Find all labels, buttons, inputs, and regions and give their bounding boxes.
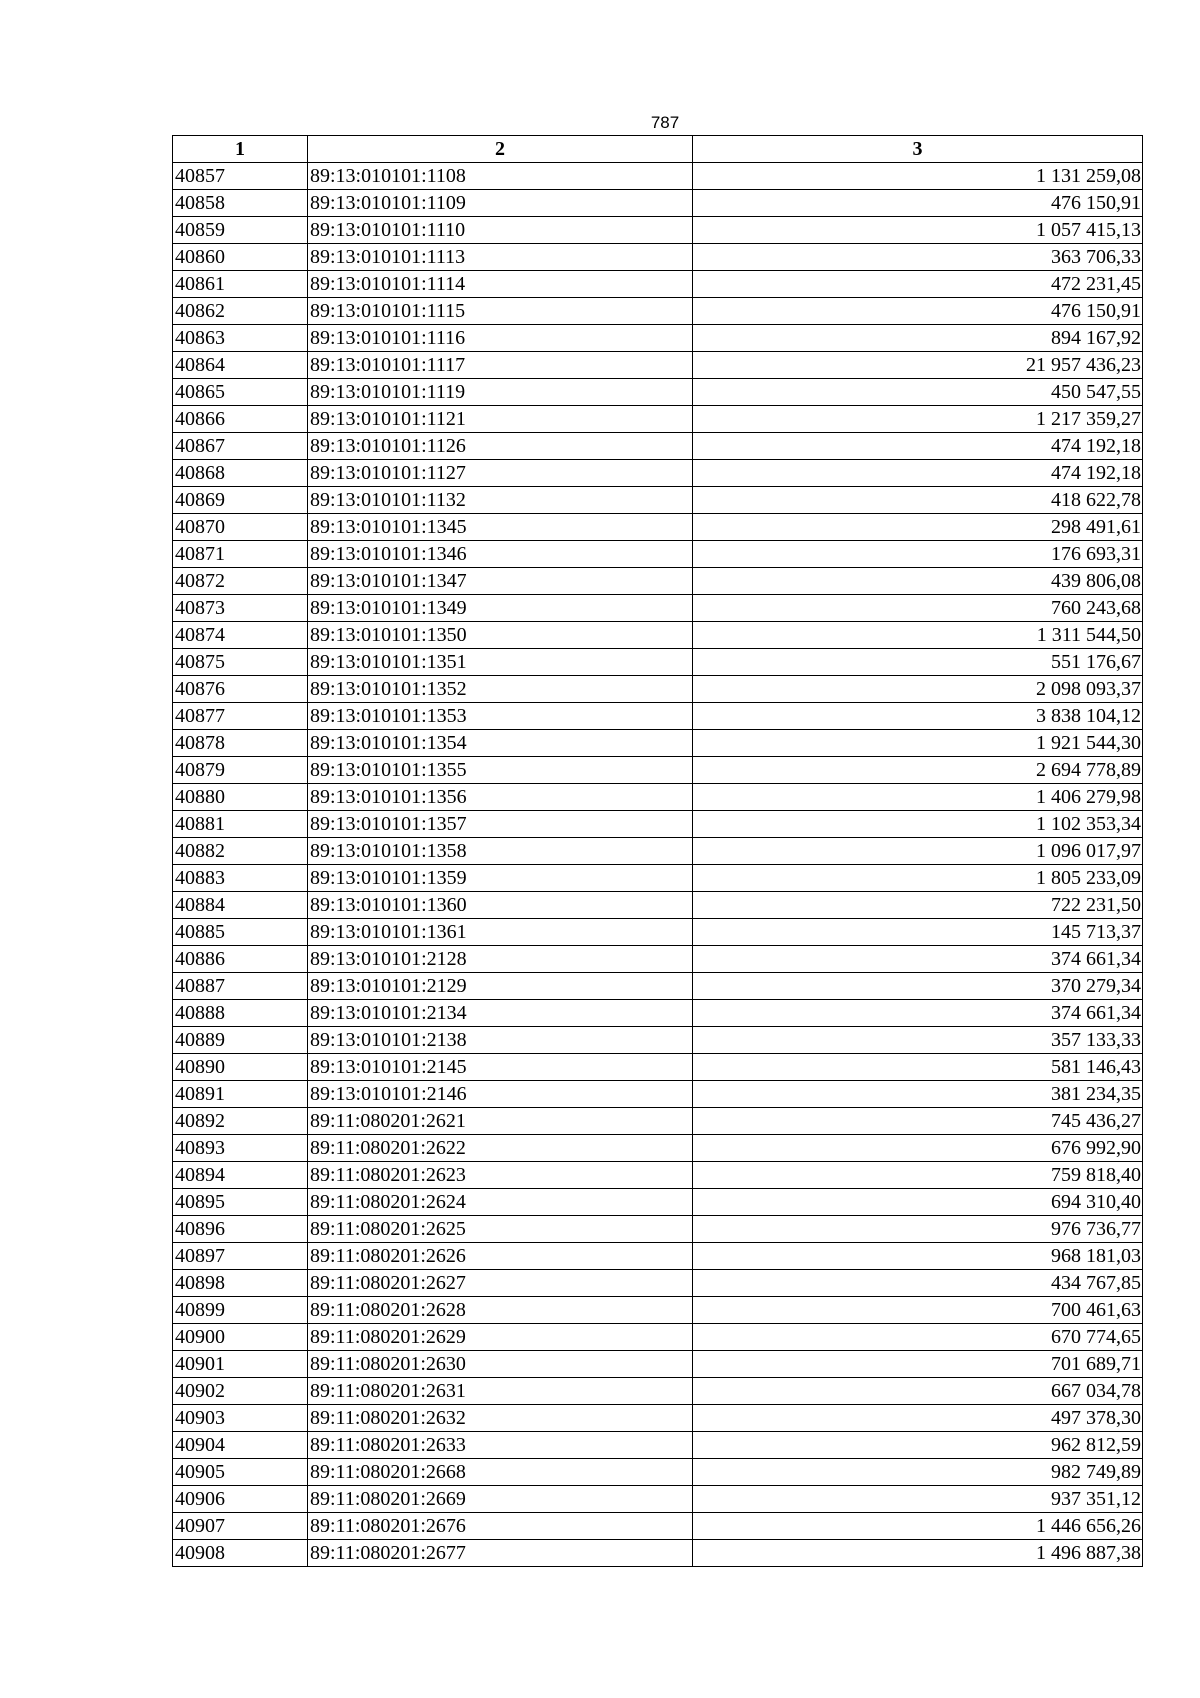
cadastral-number-cell: 89:13:010101:1354 bbox=[308, 730, 693, 757]
cadastral-number-cell: 89:13:010101:1119 bbox=[308, 379, 693, 406]
row-number-cell: 40886 bbox=[173, 946, 308, 973]
table-row bbox=[173, 271, 1143, 298]
row-number-cell: 40864 bbox=[173, 352, 308, 379]
row-number-cell: 40879 bbox=[173, 757, 308, 784]
row-number-cell: 40865 bbox=[173, 379, 308, 406]
row-number-cell: 40869 bbox=[173, 487, 308, 514]
table-row bbox=[173, 1432, 1143, 1459]
row-number-cell: 40888 bbox=[173, 1000, 308, 1027]
table-row bbox=[173, 649, 1143, 676]
table-row bbox=[173, 1000, 1143, 1027]
column-header-2: 2 bbox=[308, 136, 693, 163]
table-row bbox=[173, 1378, 1143, 1405]
value-cell: 1 057 415,13 bbox=[693, 217, 1143, 244]
table-row bbox=[173, 973, 1143, 1000]
cadastral-number-cell: 89:13:010101:1345 bbox=[308, 514, 693, 541]
row-number-cell: 40901 bbox=[173, 1351, 308, 1378]
cadastral-number-cell: 89:13:010101:1109 bbox=[308, 190, 693, 217]
row-number-cell: 40894 bbox=[173, 1162, 308, 1189]
table-row bbox=[173, 244, 1143, 271]
table-row bbox=[173, 1216, 1143, 1243]
row-number-cell: 40904 bbox=[173, 1432, 308, 1459]
value-cell: 374 661,34 bbox=[693, 946, 1143, 973]
table-row bbox=[173, 892, 1143, 919]
value-cell: 1 406 279,98 bbox=[693, 784, 1143, 811]
table-row bbox=[173, 352, 1143, 379]
table-row bbox=[173, 1189, 1143, 1216]
header-row bbox=[173, 136, 1143, 163]
table-body bbox=[173, 163, 1143, 1567]
value-cell: 1 131 259,08 bbox=[693, 163, 1143, 190]
row-number-cell: 40873 bbox=[173, 595, 308, 622]
value-cell: 176 693,31 bbox=[693, 541, 1143, 568]
table-row bbox=[173, 838, 1143, 865]
row-number-cell: 40897 bbox=[173, 1243, 308, 1270]
value-cell: 1 311 544,50 bbox=[693, 622, 1143, 649]
table-row bbox=[173, 946, 1143, 973]
cadastral-number-cell: 89:13:010101:1126 bbox=[308, 433, 693, 460]
row-number-cell: 40900 bbox=[173, 1324, 308, 1351]
value-cell: 450 547,55 bbox=[693, 379, 1143, 406]
value-cell: 701 689,71 bbox=[693, 1351, 1143, 1378]
table-row bbox=[173, 514, 1143, 541]
cadastral-number-cell: 89:13:010101:1352 bbox=[308, 676, 693, 703]
value-cell: 700 461,63 bbox=[693, 1297, 1143, 1324]
value-cell: 434 767,85 bbox=[693, 1270, 1143, 1297]
value-cell: 381 234,35 bbox=[693, 1081, 1143, 1108]
cadastral-number-cell: 89:13:010101:1116 bbox=[308, 325, 693, 352]
row-number-cell: 40862 bbox=[173, 298, 308, 325]
value-cell: 145 713,37 bbox=[693, 919, 1143, 946]
table-header bbox=[173, 136, 1143, 163]
cadastral-number-cell: 89:13:010101:2145 bbox=[308, 1054, 693, 1081]
cadastral-number-cell: 89:13:010101:1121 bbox=[308, 406, 693, 433]
table-row bbox=[173, 1108, 1143, 1135]
page-number: 787 bbox=[650, 113, 680, 132]
value-cell: 1 096 017,97 bbox=[693, 838, 1143, 865]
cadastral-number-cell: 89:11:080201:2632 bbox=[308, 1405, 693, 1432]
row-number-cell: 40861 bbox=[173, 271, 308, 298]
row-number-cell: 40898 bbox=[173, 1270, 308, 1297]
cadastral-number-cell: 89:13:010101:2134 bbox=[308, 1000, 693, 1027]
cadastral-number-cell: 89:13:010101:1360 bbox=[308, 892, 693, 919]
table-row bbox=[173, 1054, 1143, 1081]
cadastral-number-cell: 89:11:080201:2676 bbox=[308, 1513, 693, 1540]
value-cell: 2 694 778,89 bbox=[693, 757, 1143, 784]
table-row bbox=[173, 784, 1143, 811]
row-number-cell: 40874 bbox=[173, 622, 308, 649]
row-number-cell: 40881 bbox=[173, 811, 308, 838]
value-cell: 418 622,78 bbox=[693, 487, 1143, 514]
cadastral-number-cell: 89:13:010101:1350 bbox=[308, 622, 693, 649]
cadastral-number-cell: 89:11:080201:2625 bbox=[308, 1216, 693, 1243]
value-cell: 474 192,18 bbox=[693, 433, 1143, 460]
cadastral-number-cell: 89:11:080201:2628 bbox=[308, 1297, 693, 1324]
table-row bbox=[173, 1405, 1143, 1432]
row-number-cell: 40880 bbox=[173, 784, 308, 811]
row-number-cell: 40891 bbox=[173, 1081, 308, 1108]
row-number-cell: 40877 bbox=[173, 703, 308, 730]
value-cell: 962 812,59 bbox=[693, 1432, 1143, 1459]
cadastral-number-cell: 89:13:010101:1355 bbox=[308, 757, 693, 784]
value-cell: 581 146,43 bbox=[693, 1054, 1143, 1081]
row-number-cell: 40896 bbox=[173, 1216, 308, 1243]
table-row bbox=[173, 460, 1143, 487]
value-cell: 894 167,92 bbox=[693, 325, 1143, 352]
cadastral-number-cell: 89:13:010101:1356 bbox=[308, 784, 693, 811]
cadastral-number-cell: 89:13:010101:1361 bbox=[308, 919, 693, 946]
cadastral-number-cell: 89:13:010101:1349 bbox=[308, 595, 693, 622]
row-number-cell: 40870 bbox=[173, 514, 308, 541]
value-cell: 937 351,12 bbox=[693, 1486, 1143, 1513]
value-cell: 694 310,40 bbox=[693, 1189, 1143, 1216]
row-number-cell: 40876 bbox=[173, 676, 308, 703]
cadastral-number-cell: 89:11:080201:2629 bbox=[308, 1324, 693, 1351]
value-cell: 476 150,91 bbox=[693, 190, 1143, 217]
cadastral-number-cell: 89:13:010101:2146 bbox=[308, 1081, 693, 1108]
row-number-cell: 40871 bbox=[173, 541, 308, 568]
row-number-cell: 40868 bbox=[173, 460, 308, 487]
value-cell: 1 102 353,34 bbox=[693, 811, 1143, 838]
value-cell: 1 496 887,38 bbox=[693, 1540, 1143, 1567]
cadastral-number-cell: 89:13:010101:1108 bbox=[308, 163, 693, 190]
value-cell: 497 378,30 bbox=[693, 1405, 1143, 1432]
row-number-cell: 40906 bbox=[173, 1486, 308, 1513]
cadastral-number-cell: 89:11:080201:2623 bbox=[308, 1162, 693, 1189]
value-cell: 670 774,65 bbox=[693, 1324, 1143, 1351]
table-row bbox=[173, 1297, 1143, 1324]
cadastral-number-cell: 89:13:010101:1346 bbox=[308, 541, 693, 568]
value-cell: 374 661,34 bbox=[693, 1000, 1143, 1027]
row-number-cell: 40893 bbox=[173, 1135, 308, 1162]
table-row bbox=[173, 163, 1143, 190]
value-cell: 298 491,61 bbox=[693, 514, 1143, 541]
row-number-cell: 40907 bbox=[173, 1513, 308, 1540]
value-cell: 759 818,40 bbox=[693, 1162, 1143, 1189]
table-row bbox=[173, 1459, 1143, 1486]
table-row bbox=[173, 1486, 1143, 1513]
value-cell: 2 098 093,37 bbox=[693, 676, 1143, 703]
cadastral-number-cell: 89:11:080201:2621 bbox=[308, 1108, 693, 1135]
value-cell: 439 806,08 bbox=[693, 568, 1143, 595]
row-number-cell: 40859 bbox=[173, 217, 308, 244]
cadastral-number-cell: 89:13:010101:1358 bbox=[308, 838, 693, 865]
value-cell: 976 736,77 bbox=[693, 1216, 1143, 1243]
table-row bbox=[173, 1162, 1143, 1189]
column-header-1: 1 bbox=[173, 136, 308, 163]
value-cell: 551 176,67 bbox=[693, 649, 1143, 676]
row-number-cell: 40889 bbox=[173, 1027, 308, 1054]
row-number-cell: 40899 bbox=[173, 1297, 308, 1324]
row-number-cell: 40887 bbox=[173, 973, 308, 1000]
table-row bbox=[173, 1135, 1143, 1162]
table-row bbox=[173, 325, 1143, 352]
table-row bbox=[173, 217, 1143, 244]
value-cell: 370 279,34 bbox=[693, 973, 1143, 1000]
cadastral-number-cell: 89:13:010101:1132 bbox=[308, 487, 693, 514]
row-number-cell: 40872 bbox=[173, 568, 308, 595]
cadastral-number-cell: 89:13:010101:2129 bbox=[308, 973, 693, 1000]
table-row bbox=[173, 1027, 1143, 1054]
row-number-cell: 40858 bbox=[173, 190, 308, 217]
cadastral-number-cell: 89:13:010101:1357 bbox=[308, 811, 693, 838]
cadastral-number-cell: 89:11:080201:2668 bbox=[308, 1459, 693, 1486]
cadastral-number-cell: 89:11:080201:2627 bbox=[308, 1270, 693, 1297]
table-row bbox=[173, 406, 1143, 433]
row-number-cell: 40860 bbox=[173, 244, 308, 271]
row-number-cell: 40895 bbox=[173, 1189, 308, 1216]
table-row bbox=[173, 1270, 1143, 1297]
table-row bbox=[173, 757, 1143, 784]
row-number-cell: 40908 bbox=[173, 1540, 308, 1567]
cadastral-number-cell: 89:13:010101:1351 bbox=[308, 649, 693, 676]
cadastral-number-cell: 89:11:080201:2631 bbox=[308, 1378, 693, 1405]
cadastral-number-cell: 89:13:010101:2138 bbox=[308, 1027, 693, 1054]
value-cell: 968 181,03 bbox=[693, 1243, 1143, 1270]
table-row bbox=[173, 1081, 1143, 1108]
row-number-cell: 40882 bbox=[173, 838, 308, 865]
value-cell: 1 921 544,30 bbox=[693, 730, 1143, 757]
data-table bbox=[172, 135, 1143, 1567]
table-row bbox=[173, 190, 1143, 217]
value-cell: 722 231,50 bbox=[693, 892, 1143, 919]
value-cell: 760 243,68 bbox=[693, 595, 1143, 622]
value-cell: 474 192,18 bbox=[693, 460, 1143, 487]
row-number-cell: 40884 bbox=[173, 892, 308, 919]
value-cell: 1 805 233,09 bbox=[693, 865, 1143, 892]
cadastral-number-cell: 89:13:010101:1114 bbox=[308, 271, 693, 298]
cadastral-number-cell: 89:11:080201:2633 bbox=[308, 1432, 693, 1459]
table-row bbox=[173, 1243, 1143, 1270]
cadastral-number-cell: 89:13:010101:1127 bbox=[308, 460, 693, 487]
row-number-cell: 40885 bbox=[173, 919, 308, 946]
row-number-cell: 40890 bbox=[173, 1054, 308, 1081]
value-cell: 667 034,78 bbox=[693, 1378, 1143, 1405]
value-cell: 1 217 359,27 bbox=[693, 406, 1143, 433]
row-number-cell: 40883 bbox=[173, 865, 308, 892]
row-number-cell: 40863 bbox=[173, 325, 308, 352]
table-row bbox=[173, 568, 1143, 595]
table-row bbox=[173, 676, 1143, 703]
column-header-3: 3 bbox=[693, 136, 1143, 163]
value-cell: 745 436,27 bbox=[693, 1108, 1143, 1135]
cadastral-number-cell: 89:13:010101:1359 bbox=[308, 865, 693, 892]
cadastral-number-cell: 89:13:010101:1353 bbox=[308, 703, 693, 730]
value-cell: 982 749,89 bbox=[693, 1459, 1143, 1486]
row-number-cell: 40878 bbox=[173, 730, 308, 757]
row-number-cell: 40875 bbox=[173, 649, 308, 676]
cadastral-number-cell: 89:11:080201:2630 bbox=[308, 1351, 693, 1378]
table-row bbox=[173, 541, 1143, 568]
value-cell: 476 150,91 bbox=[693, 298, 1143, 325]
table-row bbox=[173, 379, 1143, 406]
row-number-cell: 40902 bbox=[173, 1378, 308, 1405]
table-row bbox=[173, 1324, 1143, 1351]
cadastral-number-cell: 89:13:010101:1115 bbox=[308, 298, 693, 325]
table-row bbox=[173, 1351, 1143, 1378]
table-row bbox=[173, 622, 1143, 649]
table-row bbox=[173, 703, 1143, 730]
value-cell: 21 957 436,23 bbox=[693, 352, 1143, 379]
table-row bbox=[173, 919, 1143, 946]
table-row bbox=[173, 595, 1143, 622]
value-cell: 363 706,33 bbox=[693, 244, 1143, 271]
row-number-cell: 40905 bbox=[173, 1459, 308, 1486]
row-number-cell: 40903 bbox=[173, 1405, 308, 1432]
cadastral-number-cell: 89:13:010101:1110 bbox=[308, 217, 693, 244]
row-number-cell: 40867 bbox=[173, 433, 308, 460]
cadastral-number-cell: 89:11:080201:2624 bbox=[308, 1189, 693, 1216]
cadastral-number-cell: 89:13:010101:1347 bbox=[308, 568, 693, 595]
table-row bbox=[173, 1540, 1143, 1567]
cadastral-number-cell: 89:11:080201:2677 bbox=[308, 1540, 693, 1567]
value-cell: 357 133,33 bbox=[693, 1027, 1143, 1054]
table-row bbox=[173, 433, 1143, 460]
value-cell: 1 446 656,26 bbox=[693, 1513, 1143, 1540]
table-row bbox=[173, 811, 1143, 838]
cadastral-number-cell: 89:13:010101:1117 bbox=[308, 352, 693, 379]
table-row bbox=[173, 298, 1143, 325]
table-row bbox=[173, 487, 1143, 514]
value-cell: 3 838 104,12 bbox=[693, 703, 1143, 730]
cadastral-number-cell: 89:11:080201:2626 bbox=[308, 1243, 693, 1270]
cadastral-number-cell: 89:13:010101:1113 bbox=[308, 244, 693, 271]
cadastral-number-cell: 89:11:080201:2669 bbox=[308, 1486, 693, 1513]
value-cell: 472 231,45 bbox=[693, 271, 1143, 298]
value-cell: 676 992,90 bbox=[693, 1135, 1143, 1162]
cadastral-number-cell: 89:11:080201:2622 bbox=[308, 1135, 693, 1162]
cadastral-number-cell: 89:13:010101:2128 bbox=[308, 946, 693, 973]
table-row bbox=[173, 1513, 1143, 1540]
table-row bbox=[173, 730, 1143, 757]
row-number-cell: 40892 bbox=[173, 1108, 308, 1135]
row-number-cell: 40866 bbox=[173, 406, 308, 433]
row-number-cell: 40857 bbox=[173, 163, 308, 190]
table-row bbox=[173, 865, 1143, 892]
